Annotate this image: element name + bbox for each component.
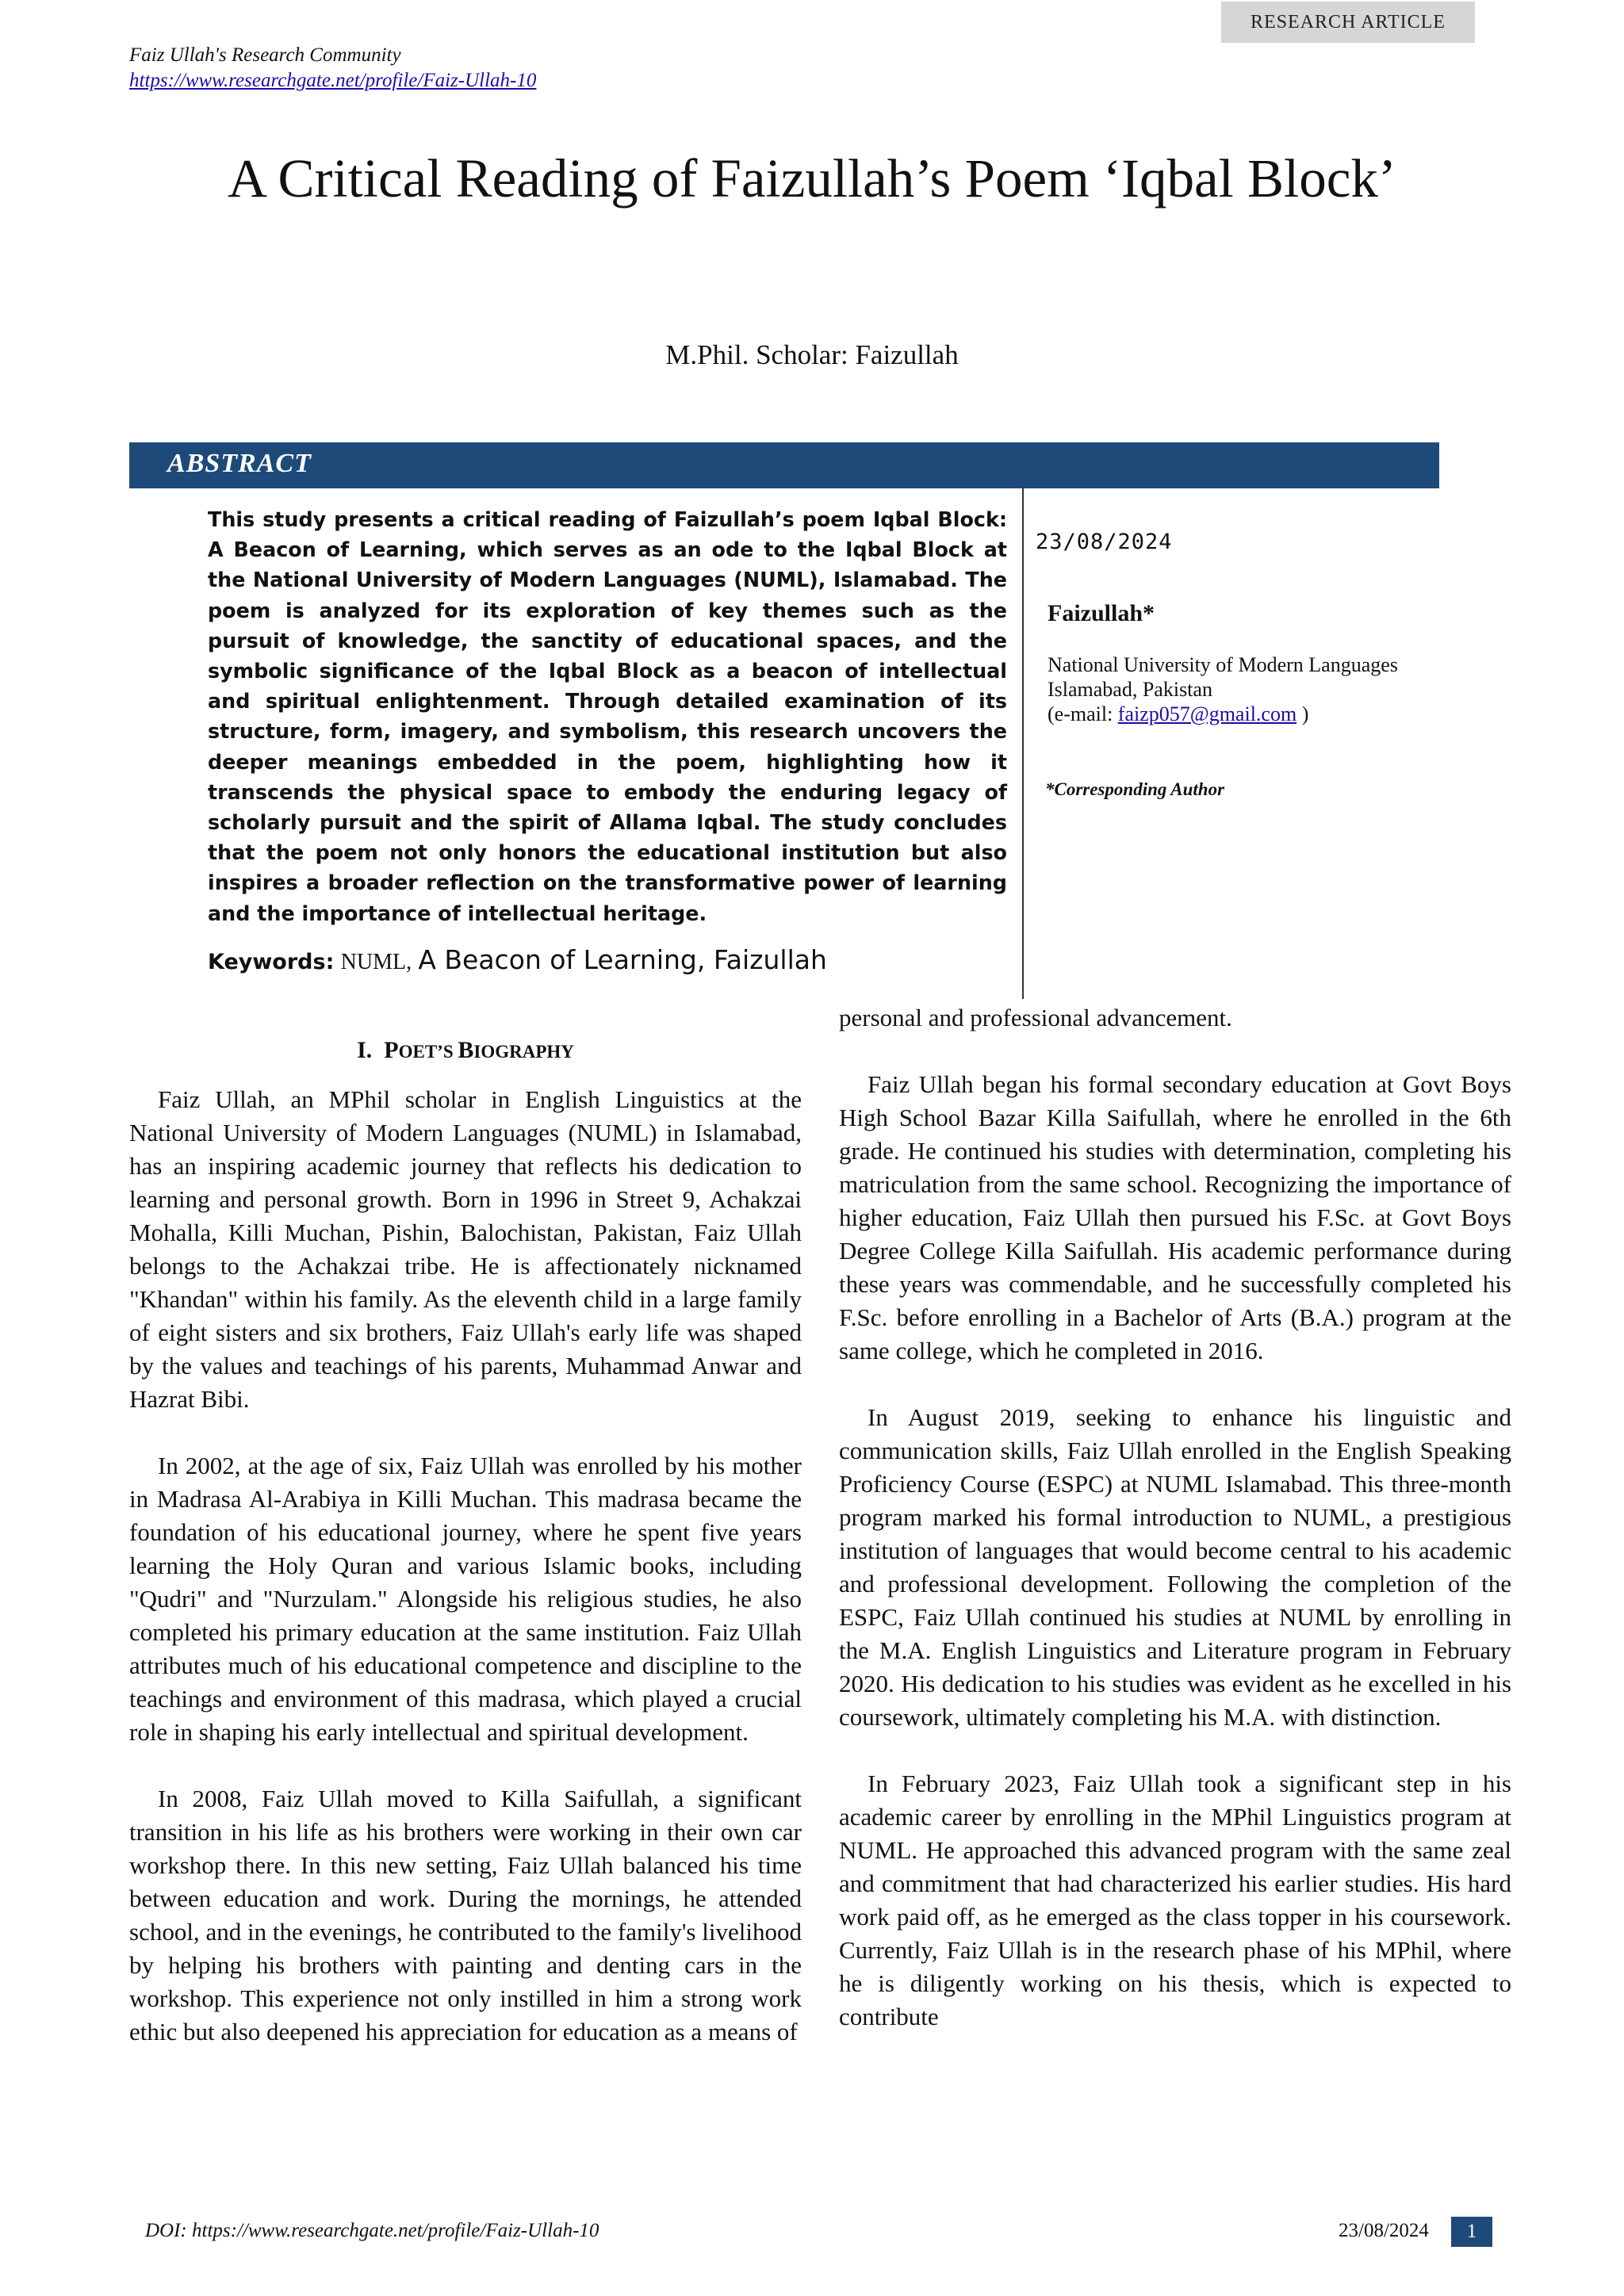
paragraph: In 2002, at the age of six, Faiz Ullah was enrolled by his mother in Madrasa Al-Arabiya in Killi Muchan. This madrasa became the foundation of his educational journey, where he spent five years learning the Holy Quran and various Islamic books, including "Qudri" and "Nurzulam." Alongside his religious studies, he also completed his primary education at the same institution. Faiz Ullah attributes much of his educational competence and discipline to the teachings and environment of this madrasa, which played a crucial role in shaping his early intellectual and spiritual development. [129, 1452, 802, 1746]
paragraph: In 2008, Faiz Ullah moved to Killa Saifullah, a significant transition in his life as his brothers were working in their own car workshop there. In this new setting, Faiz Ullah balanced his time between education and work. During the mornings, he attended school, and in the evenings, he contributed to the family's livelihood by helping his brothers with painting and denting cars in the workshop. This experience not only instilled in him a strong work ethic but also deepened his appreciation for education as a means of [129, 1785, 802, 2045]
section-title-initial-p: P [384, 1037, 399, 1063]
author-line: M.Phil. Scholar: Faizullah [665, 339, 959, 370]
section-heading [129, 1037, 802, 1064]
section-title-initial-b: B [458, 1037, 474, 1063]
footer-date: 23/08/2024 [1339, 2220, 1429, 2241]
keywords [208, 944, 827, 976]
email-prefix: (e-mail: [1048, 702, 1118, 725]
body-column-left [129, 1083, 802, 2082]
paragraph: Faiz Ullah, an MPhil scholar in English Linguistics at the National University of Modern Languages (NUML) in Islamabad, has an inspiring academic journey that reflects his dedication to learning and personal growth. Born in 1996 in Street 9, Achakzai Mohalla, Killi Muchan, Pishin, Balochistan, Pakistan, Faiz Ullah belongs to the Achakzai tribe. He is affectionately nicknamed "Khandan" within his family. As the eleventh child in a large family of eight sisters and six brothers, Faiz Ullah's early life was shaped by the values and teachings of his parents, Muhammad Anwar and Hazrat Bibi. [129, 1085, 802, 1413]
column-divider [1022, 488, 1024, 999]
footer-doi: DOI: https://www.researchgate.net/profile/Faiz-Ullah-10 [145, 2220, 599, 2241]
affiliation-city: Islamabad, Pakistan [1048, 678, 1212, 701]
abstract-text: This study presents a critical reading of Faizullah’s poem Iqbal Block: A Beacon of Learning, which serves as an ode to the Iqbal Block at the National University of Modern Languages (NUML), Islamabad. The poem is analyzed for its exploration of key themes such as the pursuit of knowledge, the sanctity of educational spaces, and the symbolic significance of the Iqbal Block as a beacon of intellectual and spiritual enlightenment. Through detailed examination of its structure, form, imagery, and symbolism, this research uncovers the deeper meanings embedded in the poem, highlighting how it transcends the physical space to embody the enduring legacy of scholarly pursuit and the spirit of Allama Iqbal. The study concludes that the poem not only honors the educational institution but also inspires a broader reflection on the transformative power of learning and the importance of intellectual heritage. [208, 507, 1007, 925]
section-title-part1: OET’S [398, 1042, 458, 1062]
paragraph: In August 2019, seeking to enhance his linguistic and communication skills, Faiz Ullah enrolled in the English Speaking Proficiency Course (ESPC) at NUML Islamabad. This three-month program marked his formal introduction to NUML, a prestigious institution of languages that would become central to his academic and professional development. Following the completion of the ESPC, Faiz Ullah continued his studies at NUML by enrolling in the M.A. English Linguistics and Literature program in February 2020. His dedication to his studies was evident as he excelled in his coursework, ultimately completing his M.A. with distinction. [839, 1403, 1511, 1731]
author-email-link[interactable]: faizp057@gmail.com [1117, 702, 1297, 725]
email-suffix: ) [1297, 702, 1309, 725]
community-name: Faiz Ullah's Research Community [129, 44, 401, 66]
article-type-badge: RESEARCH ARTICLE [1221, 2, 1475, 43]
section-number: I. [357, 1037, 373, 1063]
author-affiliation [1048, 652, 1398, 726]
paragraph: In February 2023, Faiz Ullah took a significant step in his academic career by enrolling in the MPhil Linguistics program at NUML. He approached this advanced program with the same zeal and commitment that had characterized his earlier studies. His hard work paid off, as he emerged as the class topper in his coursework. Currently, Faiz Ullah is in the research phase of his MPhil, where he is diligently working on his thesis, which is expected to contribute [839, 1770, 1511, 2030]
paper-title: A Critical Reading of Faizullah’s Poem ‘Iqbal Block’ [228, 148, 1396, 209]
abstract-heading-bar [129, 442, 1439, 488]
body-column-right [839, 1001, 1511, 2067]
affiliation-university: National University of Modern Languages [1048, 653, 1398, 676]
keywords-label: Keywords: [208, 950, 335, 974]
paragraph-continued: personal and professional advancement. [839, 1004, 1232, 1031]
keyword-numl: NUML, [340, 950, 412, 974]
paragraph: Faiz Ullah began his formal secondary education at Govt Boys High School Bazar Killa Saifullah, where he enrolled in the 6th grade. He continued his studies with determination, completing his matriculation from the same school. Recognizing the importance of higher education, Faiz Ullah then pursued his F.Sc. at Govt Boys Degree College Killa Saifullah. His academic performance during these years was commendable, and he successfully completed his F.Sc. before enrolling in a Bachelor of Arts (B.A.) program at the same college, which he completed in 2016. [839, 1070, 1511, 1364]
corresponding-author-note: *Corresponding Author [1045, 779, 1225, 799]
author-name: Faizullah* [1048, 600, 1155, 626]
publication-date: 23/08/2024 [1036, 530, 1173, 554]
keywords-rest: A Beacon of Learning, Faizullah [418, 944, 827, 975]
abstract-heading: ABSTRACT [167, 449, 312, 478]
community-link[interactable]: https://www.researchgate.net/profile/Faiz-Ullah-10 [129, 70, 537, 91]
section-title-part2: IOGRAPHY [473, 1042, 574, 1062]
community-header [129, 43, 536, 94]
author-email-line [1048, 702, 1398, 726]
page-number: 1 [1451, 2217, 1492, 2247]
